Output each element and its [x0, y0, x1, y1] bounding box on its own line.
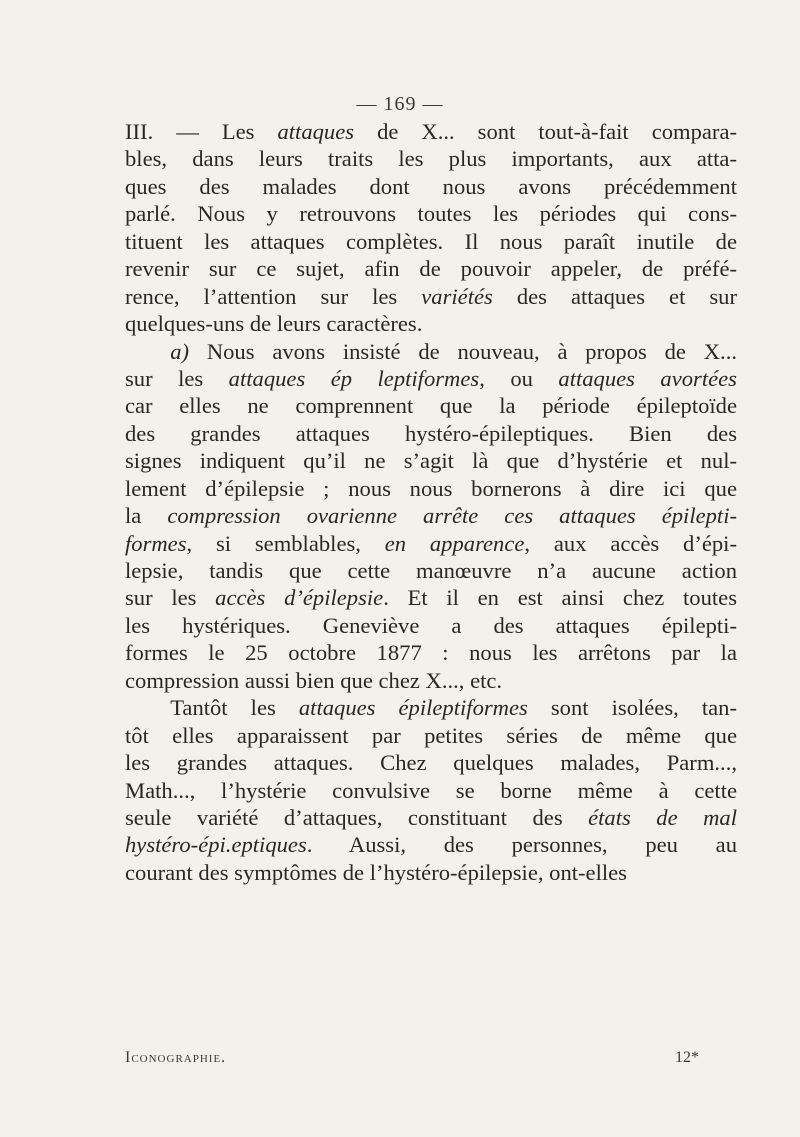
text-line [125, 228, 737, 255]
text-run: courant des symptômes de l’hystéro-épilepsie, ont-elles [125, 859, 627, 885]
text-line [125, 859, 737, 886]
text-run: compression aussi bien que chez X..., etc. [125, 667, 503, 693]
text-line [125, 694, 737, 721]
text-line [125, 338, 737, 365]
text-run: de X... sont tout-à-fait compara- [354, 119, 738, 144]
text-run: les hystériques. Geneviève a des attaques épilepti- [125, 612, 737, 638]
text-line [125, 420, 737, 447]
text-line [125, 310, 737, 337]
italic-run: attaques [277, 119, 355, 144]
text-run: tôt elles apparaissent par petites séries de même que [125, 722, 737, 748]
italic-run: attaques ép leptiformes [228, 365, 480, 391]
text-line [125, 584, 737, 611]
text-run: tituent les attaques complètes. Il nous paraît inutile de [125, 228, 737, 254]
text-run: les grandes attaques. Chez quelques malades, Parm..., [125, 750, 737, 776]
text-run: rence, l’attention sur les [125, 283, 422, 309]
paragraph [125, 118, 737, 338]
signature-label: Iconographie. [125, 1049, 227, 1066]
text-line [125, 283, 737, 310]
text-line [125, 200, 737, 227]
text-run: signes indiquent qu’il ne s’agit là que d’hystérie et nul- [125, 448, 737, 474]
text-line [125, 392, 737, 419]
text-run: sur les [125, 365, 229, 391]
text-run: . Aussi, des personnes, peu au [306, 832, 737, 858]
text-run: car elles ne comprennent que la période épileptoïde [125, 393, 737, 419]
text-run: revenir sur ce sujet, afin de pouvoir appeler, de préfé- [125, 256, 737, 282]
text-line [125, 530, 737, 557]
paragraph [125, 694, 737, 886]
text-run: ques des malades dont nous avons précédemment [125, 173, 737, 199]
text-run: seule variété d’attaques, constituant des [125, 804, 589, 830]
text-line [125, 749, 737, 776]
page-footer [125, 1049, 737, 1067]
italic-run: attaques avortées [558, 365, 737, 391]
text-run: , ou [479, 365, 559, 391]
text-line [125, 639, 737, 666]
text-line [125, 173, 737, 200]
text-line [125, 447, 737, 474]
text-line [125, 118, 737, 145]
text-line [125, 722, 737, 749]
text-line [125, 777, 737, 804]
italic-run: compression ovarienne arrête ces attaques épilepti- [167, 503, 737, 529]
page-number: — 169 — [356, 93, 444, 115]
text-run: lement d’épilepsie ; nous nous bornerons à dire ici que [125, 475, 737, 501]
italic-run: en apparence [384, 530, 525, 556]
text-line [125, 831, 737, 858]
signature-number: 12* [675, 1049, 699, 1066]
text-line [125, 557, 737, 584]
text-line [125, 804, 737, 831]
text-line [125, 475, 737, 502]
text-line [125, 255, 737, 282]
text-run: III. — Les [125, 119, 278, 144]
italic-run: variétés [421, 283, 493, 309]
text-run: , aux accès d’épi- [524, 530, 737, 556]
text-run: des attaques et sur [492, 283, 737, 309]
text-line [125, 667, 737, 694]
text-run: la [125, 503, 168, 529]
italic-run: a) [170, 338, 190, 364]
text-line [125, 502, 737, 529]
italic-run: attaques épileptiformes [298, 695, 528, 721]
text-run: bles, dans leurs traits les plus importants, aux atta- [125, 146, 737, 172]
text-run: Nous avons insisté de nouveau, à propos de X... [189, 338, 737, 364]
text-run: formes le 25 octobre 1877 : nous les arrêtons par la [125, 640, 737, 666]
text-run: , si semblables, [186, 530, 385, 556]
text-run: sont isolées, tan- [527, 695, 737, 721]
paragraph [125, 338, 737, 695]
body-text [125, 118, 737, 886]
text-run: quelques-uns de leurs caractères. [125, 311, 423, 337]
italic-run: accès d’épilepsie [215, 585, 384, 611]
text-run [125, 339, 170, 364]
text-run: sur les [125, 585, 216, 611]
italic-run: formes [125, 530, 187, 556]
text-line [125, 145, 737, 172]
italic-run: états de mal [588, 804, 738, 830]
text-line [125, 612, 737, 639]
text-run: des grandes attaques hystéro-épileptiques. Bien des [125, 420, 737, 446]
text-line [125, 365, 737, 392]
text-run: parlé. Nous y retrouvons toutes les périodes qui cons- [125, 201, 737, 227]
text-run: lepsie, tandis que cette manœuvre n’a aucune action [125, 558, 737, 583]
text-run: Tantôt les [125, 695, 299, 721]
text-run: Math..., l’hystérie convulsive se borne même à cette [125, 777, 737, 803]
text-run: . Et il en est ainsi chez toutes [383, 585, 737, 611]
italic-run: hystéro-épi.eptiques [125, 832, 307, 858]
